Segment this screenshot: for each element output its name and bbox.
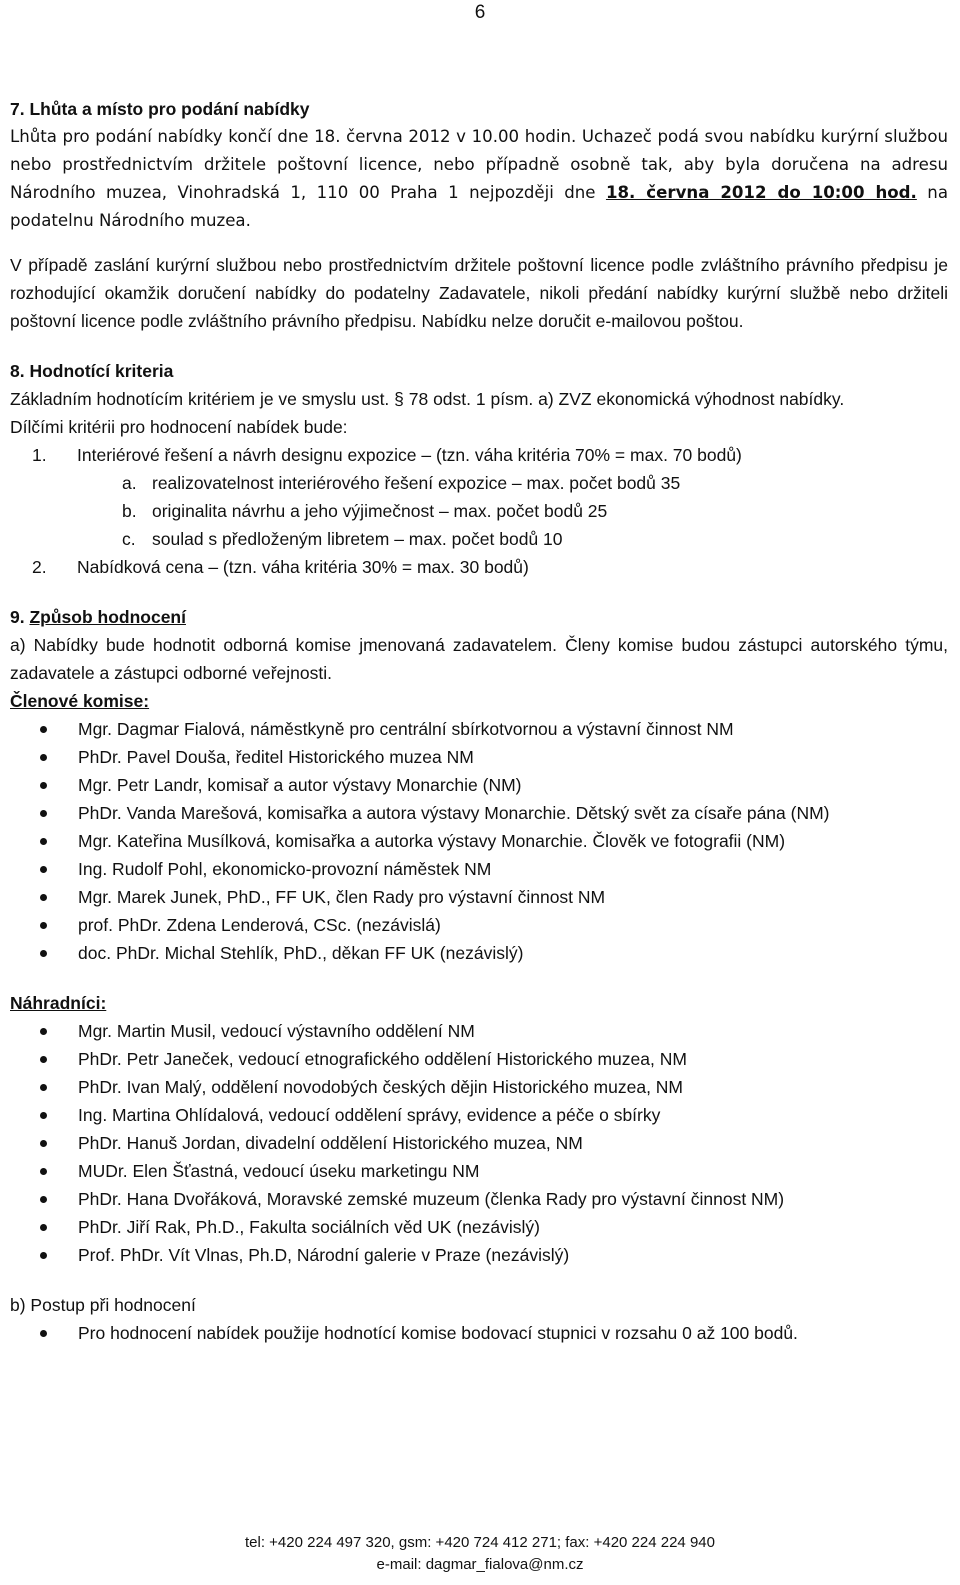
- section-7-paragraph-2: V případě zaslání kurýrní službou nebo prostřednictvím držitele poštovní licence podle zvláštního právního předpisu je rozhodující okamžik doručení nabídky do podatelny Zadavatele, nikoli předání nabídky kurýrní službě nebo držiteli poštovní licence podle zvláštního právního předpisu. Nabídku nelze doručit e-mailovou poštou.: [10, 255, 948, 331]
- document-body: [10, 95, 948, 1347]
- member-item: doc. PhDr. Michal Stehlík, PhD., děkan FF UK (nezávislý): [10, 939, 948, 967]
- criterion-marker: 1.: [32, 445, 47, 465]
- sub-criterion-text: soulad s předloženým libretem – max. počet bodů 10: [152, 529, 563, 549]
- bullet-icon: [40, 1168, 47, 1175]
- footer-contact-email: e-mail: dagmar_fialova@nm.cz: [376, 1556, 584, 1573]
- substitute-item: PhDr. Hana Dvořáková, Moravské zemské muzeum (členka Rady pro výstavní činnost NM): [10, 1185, 948, 1213]
- bullet-icon: [40, 950, 47, 957]
- criterion-text: Nabídková cena – (tzn. váha kritéria 30% = max. 30 bodů): [77, 557, 529, 577]
- bullet-icon: [40, 1196, 47, 1203]
- member-item: Ing. Rudolf Pohl, ekonomicko-provozní náměstek NM: [10, 855, 948, 883]
- member-item: Mgr. Marek Junek, PhD., FF UK, člen Rady pro výstavní činnost NM: [10, 883, 948, 911]
- bullet-icon: [40, 782, 47, 789]
- bullet-icon: [40, 1028, 47, 1035]
- member-item: Mgr. Petr Landr, komisař a autor výstavy Monarchie (NM): [10, 771, 948, 799]
- bullet-icon: [40, 1252, 47, 1259]
- criterion-marker: 2.: [32, 557, 47, 577]
- deadline-text: Lhůta pro podání nabídky končí dne 18. června 2012 v 10.00 hodin. Uchazeč podá svou nabídku kurýrní službou nebo prostřednictvím držitele poštovní licence, nebo případně osobně tak, aby byla doručena na adresu Národního muzea, Vinohradská 1, 110 00 Praha 1 nejpozději dne: [10, 127, 948, 202]
- member-item: Mgr. Dagmar Fialová, náměstkyně pro centrální sbírkotvornou a výstavní činnost NM: [10, 715, 948, 743]
- bullet-icon: [40, 726, 47, 733]
- section-9-heading: [10, 603, 948, 631]
- bullet-icon: [40, 1140, 47, 1147]
- bullet-icon: [40, 754, 47, 761]
- substitutes-heading: Náhradníci:: [10, 993, 107, 1013]
- section-8-heading: 8. Hodnotící kriteria: [10, 361, 174, 381]
- page-number: 6: [474, 2, 486, 23]
- member-item: PhDr. Vanda Marešová, komisařka a autora výstavy Monarchie. Dětský svět za císaře pána (NM): [10, 799, 948, 827]
- criterion-item: [10, 553, 948, 581]
- member-item: prof. PhDr. Zdena Lenderová, CSc. (nezávislá): [10, 911, 948, 939]
- sub-criterion-text: realizovatelnost interiérového řešení expozice – max. počet bodů 35: [152, 473, 681, 493]
- footer-contact-phones: tel: +420 224 497 320, gsm: +420 724 412 271; fax: +420 224 224 940: [245, 1534, 715, 1551]
- criterion-text: Interiérové řešení a návrh designu expozice – (tzn. váha kritéria 70% = max. 70 bodů): [77, 445, 742, 465]
- substitute-item: PhDr. Petr Janeček, vedoucí etnografického oddělení Historického muzea, NM: [10, 1045, 948, 1073]
- bullet-icon: [40, 1224, 47, 1231]
- substitute-item: Prof. PhDr. Vít Vlnas, Ph.D, Národní galerie v Praze (nezávislý): [10, 1241, 948, 1269]
- committee-paragraph: a) Nabídky bude hodnotit odborná komise jmenovaná zadavatelem. Členy komise budou zástupci autorského týmu, zadavatele a zástupci odborné veřejnosti.: [10, 635, 948, 683]
- section-7-heading: 7. Lhůta a místo pro podání nabídky: [10, 99, 310, 119]
- sub-criterion-marker: b.: [122, 501, 137, 521]
- criteria-intro: Základním hodnotícím kritériem je ve smyslu ust. § 78 odst. 1 písm. a) ZVZ ekonomická výhodnost nabídky.: [10, 389, 845, 409]
- footer: [0, 1532, 960, 1576]
- bullet-icon: [40, 866, 47, 873]
- sub-criterion-marker: c.: [122, 529, 136, 549]
- bullet-icon: [40, 922, 47, 929]
- evaluation-procedure-list: [10, 1319, 948, 1347]
- bullet-icon: [40, 1084, 47, 1091]
- sub-criteria-list: [10, 469, 948, 553]
- bullet-icon: [40, 1330, 47, 1337]
- section-7-paragraph-1: [10, 123, 948, 235]
- criteria-sub-intro: Dílčími kritérii pro hodnocení nabídek bude:: [10, 417, 348, 437]
- sub-criterion-marker: a.: [122, 473, 137, 493]
- section-9-title: Způsob hodnocení: [29, 607, 186, 627]
- member-item: Mgr. Kateřina Musílková, komisařka a autorka výstavy Monarchie. Člověk ve fotografii (NM): [10, 827, 948, 855]
- bullet-icon: [40, 1056, 47, 1063]
- substitute-item: PhDr. Hanuš Jordan, divadelní oddělení Historického muzea, NM: [10, 1129, 948, 1157]
- criteria-list: [10, 441, 948, 581]
- substitute-item: Mgr. Martin Musil, vedoucí výstavního oddělení NM: [10, 1017, 948, 1045]
- members-heading: Členové komise:: [10, 691, 150, 711]
- bullet-icon: [40, 838, 47, 845]
- substitute-item: PhDr. Jiří Rak, Ph.D., Fakulta sociálních věd UK (nezávislý): [10, 1213, 948, 1241]
- section-9-number: 9.: [10, 607, 30, 627]
- sub-criterion-item: [10, 497, 948, 525]
- sub-criterion-item: [10, 469, 948, 497]
- bullet-icon: [40, 1112, 47, 1119]
- sub-criterion-item: [10, 525, 948, 553]
- bullet-icon: [40, 810, 47, 817]
- deadline-tail: na podatelnu Národního muzea.: [10, 183, 948, 230]
- member-item: PhDr. Pavel Douša, ředitel Historického muzea NM: [10, 743, 948, 771]
- criterion-item: [10, 441, 948, 469]
- bullet-icon: [40, 894, 47, 901]
- members-list: [10, 715, 948, 967]
- substitute-item: MUDr. Elen Šťastná, vedoucí úseku marketingu NM: [10, 1157, 948, 1185]
- deadline-emphasis: 18. června 2012 do 10:00 hod.: [605, 183, 917, 202]
- sub-criterion-text: originalita návrhu a jeho výjimečnost – max. počet bodů 25: [152, 501, 608, 521]
- substitute-item: Ing. Martina Ohlídalová, vedoucí oddělení správy, evidence a péče o sbírky: [10, 1101, 948, 1129]
- procedure-item: Pro hodnocení nabídek použije hodnotící komise bodovací stupnici v rozsahu 0 až 100 bodů.: [10, 1319, 948, 1347]
- substitute-item: PhDr. Ivan Malý, oddělení novodobých českých dějin Historického muzea, NM: [10, 1073, 948, 1101]
- substitutes-list: [10, 1017, 948, 1269]
- evaluation-procedure-heading: b) Postup při hodnocení: [10, 1295, 196, 1315]
